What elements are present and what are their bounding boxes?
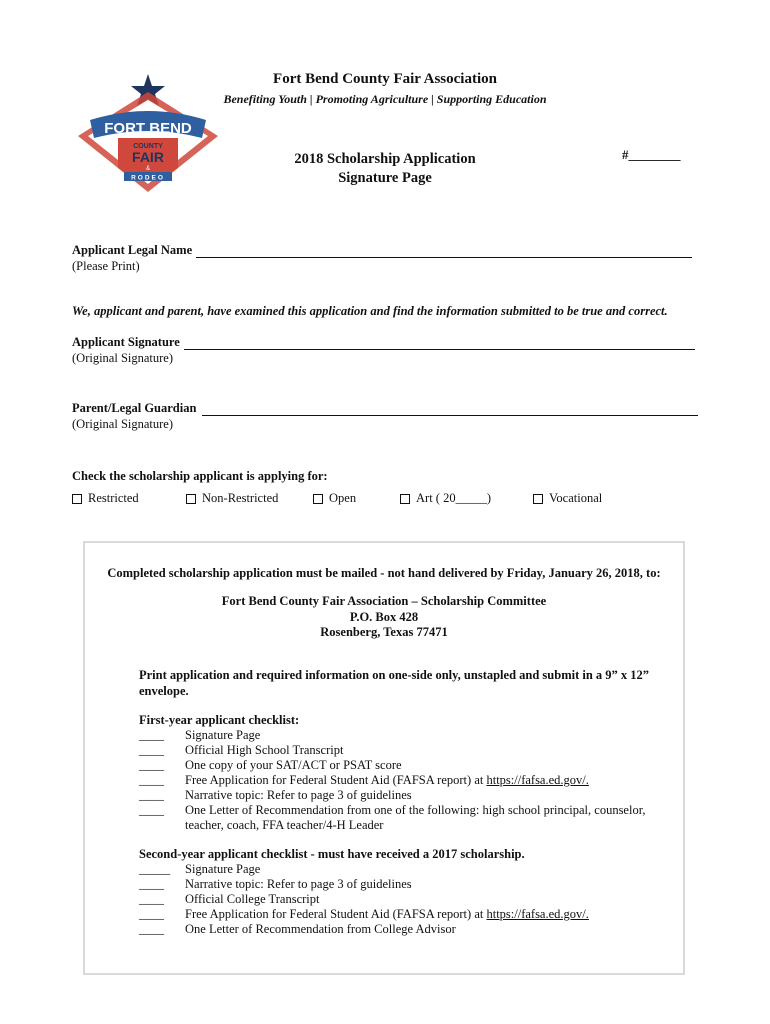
fafsa-link[interactable]: https://fafsa.ed.gov/. xyxy=(486,773,589,787)
option-vocational[interactable] xyxy=(533,491,602,506)
check-blank[interactable]: _____ xyxy=(139,862,171,876)
list-item xyxy=(139,922,665,937)
guardian-signature-label: Parent/Legal Guardian xyxy=(72,401,197,415)
item-text: Narrative topic: Refer to page 3 of guidelines xyxy=(185,877,412,891)
list-item xyxy=(139,803,665,833)
address-line-3: Rosenberg, Texas 77471 xyxy=(320,625,448,639)
second-year-checklist-heading: Second-year applicant checklist - must have received a 2017 scholarship. xyxy=(139,847,525,861)
certification-statement: We, applicant and parent, have examined this application and find the information submitted to be true and correct. xyxy=(72,304,668,318)
checkbox-icon[interactable] xyxy=(72,494,82,504)
applicant-signature-line[interactable] xyxy=(184,349,695,350)
list-item xyxy=(139,877,665,892)
list-item xyxy=(139,743,665,758)
item-text xyxy=(185,907,665,922)
scholarship-type-label: Check the scholarship applicant is applying for: xyxy=(72,469,328,483)
option-restricted[interactable] xyxy=(72,491,139,506)
form-title-line-1: 2018 Scholarship Application xyxy=(294,151,476,167)
item-text: One Letter of Recommendation from one of the following: high school principal, counselor, teacher, coach, FFA teacher/4-H Leader xyxy=(185,803,646,832)
legal-name-line[interactable] xyxy=(196,257,692,258)
guardian-signature-note: (Original Signature) xyxy=(72,417,174,431)
option-label: Art ( 20_____) xyxy=(416,491,491,505)
mailing-address xyxy=(83,594,685,641)
check-blank[interactable]: ____ xyxy=(139,743,164,757)
legal-name-note: (Please Print) xyxy=(72,259,140,273)
address-line-1: Fort Bend County Fair Association – Scholarship Committee xyxy=(221,594,547,608)
application-number-field[interactable]: #________ xyxy=(622,147,681,162)
organization-tagline: Benefiting Youth | Promoting Agriculture | Supporting Education xyxy=(223,92,547,106)
item-text: Official High School Transcript xyxy=(185,743,344,757)
legal-name-label: Applicant Legal Name xyxy=(72,243,193,257)
mailing-instruction: Completed scholarship application must be mailed - not hand delivered by Friday, January 26, 2018, to: xyxy=(107,566,661,580)
check-blank[interactable]: ____ xyxy=(139,892,164,906)
item-text: Official College Transcript xyxy=(185,892,320,906)
option-art[interactable] xyxy=(400,491,491,506)
checkbox-icon[interactable] xyxy=(533,494,543,504)
option-label: Restricted xyxy=(88,491,139,505)
option-label: Open xyxy=(329,491,357,505)
item-text: Signature Page xyxy=(185,728,261,742)
first-year-checklist-heading: First-year applicant checklist: xyxy=(139,713,300,727)
item-text-main: Free Application for Federal Student Aid (FAFSA report) at xyxy=(185,773,487,787)
list-item xyxy=(139,728,665,743)
checkbox-icon[interactable] xyxy=(186,494,196,504)
check-blank[interactable]: ____ xyxy=(139,728,164,742)
applicant-signature-label: Applicant Signature xyxy=(72,335,180,349)
logo-text-2: COUNTY xyxy=(133,143,163,150)
list-item xyxy=(139,773,665,788)
guardian-signature-line[interactable] xyxy=(202,415,698,416)
item-text: One Letter of Recommendation from College Advisor xyxy=(185,922,456,936)
list-item xyxy=(139,788,665,803)
list-item xyxy=(139,907,665,922)
option-label: Non-Restricted xyxy=(202,491,279,505)
applicant-signature-note: (Original Signature) xyxy=(72,351,174,365)
option-non-restricted[interactable] xyxy=(186,491,278,506)
check-blank[interactable]: ____ xyxy=(139,773,164,787)
fafsa-link[interactable]: https://fafsa.ed.gov/. xyxy=(486,907,589,921)
option-label: Vocational xyxy=(549,491,603,505)
item-text: Signature Page xyxy=(185,862,261,876)
item-text: Narrative topic: Refer to page 3 of guidelines xyxy=(185,788,412,802)
organization-title: Fort Bend County Fair Association xyxy=(273,71,497,87)
list-item xyxy=(139,862,665,877)
checkbox-icon[interactable] xyxy=(313,494,323,504)
check-blank[interactable]: ____ xyxy=(139,758,164,772)
address-line-2: P.O. Box 428 xyxy=(349,609,419,624)
logo-text-4: & xyxy=(145,166,151,172)
option-open[interactable] xyxy=(313,491,356,506)
item-text-main: Free Application for Federal Student Aid (FAFSA report) at xyxy=(185,907,487,921)
list-item xyxy=(139,892,665,907)
check-blank[interactable]: ____ xyxy=(139,877,164,891)
form-title-line-2: Signature Page xyxy=(338,170,432,186)
check-blank[interactable]: ____ xyxy=(139,803,164,817)
logo-text-1: FORT BEND xyxy=(104,120,192,137)
checkbox-icon[interactable] xyxy=(400,494,410,504)
item-text xyxy=(185,773,665,788)
check-blank[interactable]: ____ xyxy=(139,788,164,802)
check-blank[interactable]: ____ xyxy=(139,922,164,936)
print-instruction: Print application and required information on one-side only, unstapled and submit in a 9” x 12” envelope. xyxy=(139,668,650,698)
list-item xyxy=(139,758,665,773)
check-blank[interactable]: ____ xyxy=(139,907,164,921)
logo-text-3: FAIR xyxy=(132,149,164,165)
item-text: One copy of your SAT/ACT or PSAT score xyxy=(185,758,402,772)
logo-text-5: RODEO xyxy=(131,174,165,182)
